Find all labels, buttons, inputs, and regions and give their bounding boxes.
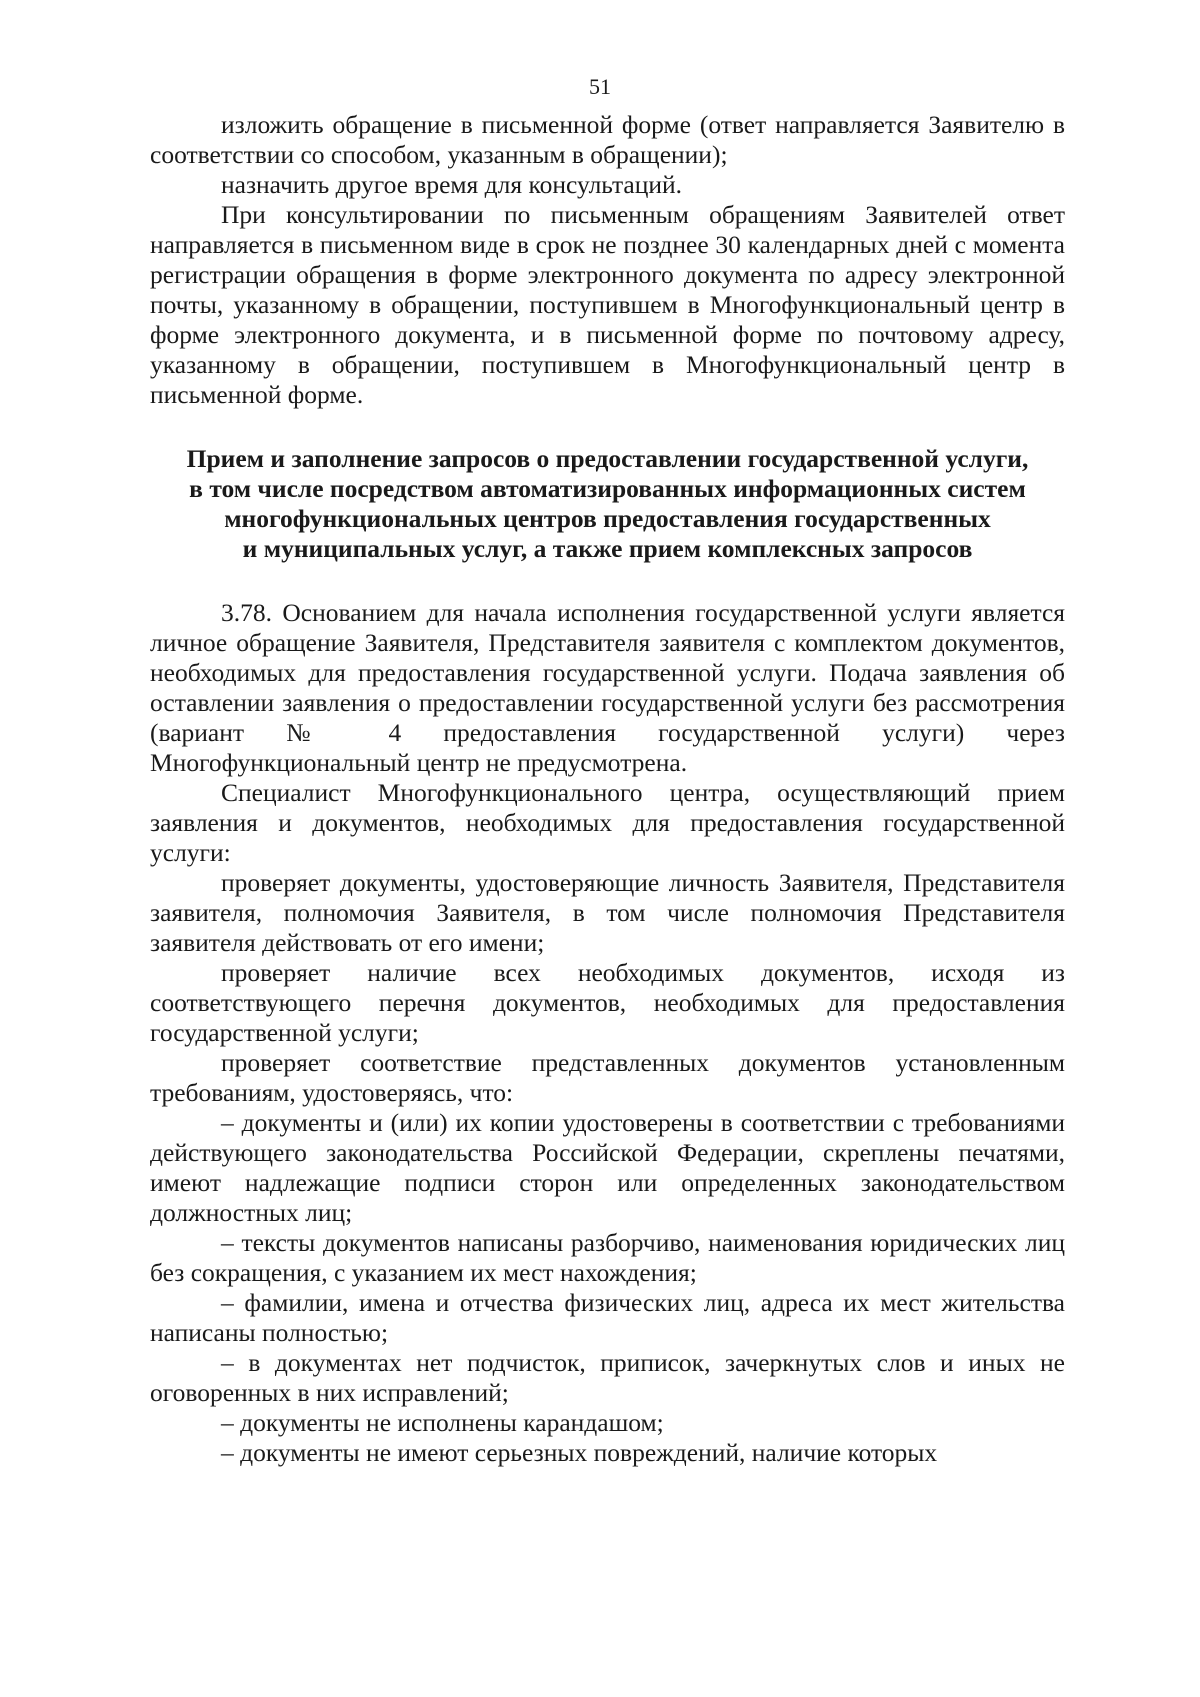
- paragraph: При консультировании по письменным обращениям Заявителей ответ направляется в письменном виде в срок не позднее 30 календарных дней с момента регистрации обращения в форме электронного документа по адресу электронной почты, указанному в обращении, поступившем в Многофункциональный центр в форме электронного документа, и в письменной форме по почтовому адресу, указанному в обращении, поступившем в Многофункциональный центр в письменной форме.: [150, 200, 1065, 409]
- heading-line: в том числе посредством автоматизированных информационных систем: [189, 474, 1026, 503]
- section-heading: [150, 444, 1065, 564]
- paragraph: назначить другое время для консультаций.: [221, 170, 683, 199]
- list-item: – фамилии, имена и отчества физических лиц, адреса их мест жительства написаны полностью;: [150, 1288, 1065, 1347]
- heading-line: Прием и заполнение запросов о предоставлении государственной услуги,: [186, 444, 1029, 473]
- paragraph: проверяет документы, удостоверяющие личность Заявителя, Представителя заявителя, полномочия Заявителя, в том числе полномочия Представителя заявителя действовать от его имени;: [150, 868, 1065, 957]
- paragraph: изложить обращение в письменной форме (ответ направляется Заявителю в соответствии со способом, указанным в обращении);: [150, 110, 1065, 169]
- paragraph: проверяет соответствие представленных документов установленным требованиям, удостоверяясь, что:: [150, 1048, 1065, 1107]
- paragraph: 3.78. Основанием для начала исполнения государственной услуги является личное обращение Заявителя, Представителя заявителя с комплектом документов, необходимых для предоставления государственной услуги. Подача заявления об оставлении заявления о предоставлении государственной услуги без рассмотрения (вариант № 4 предоставления государственной услуги) через Многофункциональный центр не предусмотрена.: [150, 598, 1065, 777]
- page-number: 51: [589, 74, 611, 99]
- list-item: – документы не имеют серьезных повреждений, наличие которых: [221, 1438, 938, 1467]
- heading-line: и муниципальных услуг, а также прием комплексных запросов: [242, 534, 973, 563]
- list-item: – документы не исполнены карандашом;: [221, 1408, 664, 1437]
- heading-line: многофункциональных центров предоставления государственных: [224, 504, 991, 533]
- paragraph: Специалист Многофункционального центра, осуществляющий прием заявления и документов, необходимых для предоставления государственной услуги:: [150, 778, 1065, 867]
- paragraph: проверяет наличие всех необходимых документов, исходя из соответствующего перечня документов, необходимых для предоставления государственной услуги;: [150, 958, 1065, 1047]
- list-item: – в документах нет подчисток, приписок, зачеркнутых слов и иных не оговоренных в них исправлений;: [150, 1348, 1065, 1407]
- list-item: – документы и (или) их копии удостоверены в соответствии с требованиями действующего законодательства Российской Федерации, скреплены печатями, имеют надлежащие подписи сторон или определенных законодательством должностных лиц;: [150, 1108, 1065, 1227]
- document-body: [150, 110, 1065, 1468]
- list-item: – тексты документов написаны разборчиво, наименования юридических лиц без сокращения, с указанием их мест нахождения;: [150, 1228, 1065, 1287]
